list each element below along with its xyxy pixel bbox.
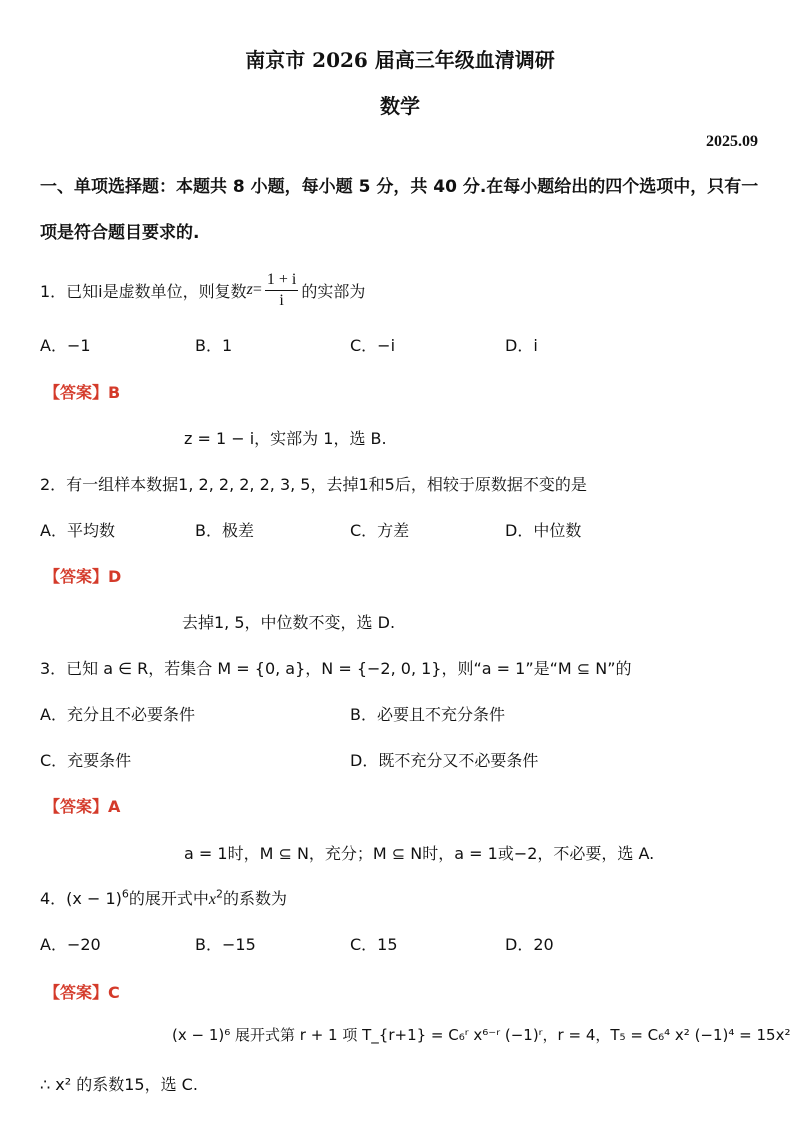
question-4-stem-post: 的系数为 <box>223 889 288 908</box>
question-4-stem-exp: 6 <box>121 887 129 901</box>
question-4-stem-pre: 4．(x − 1) <box>40 889 122 908</box>
question-4-option-a: A．−20 <box>40 935 101 954</box>
question-3-answer-label: 【答案】A <box>44 797 121 816</box>
section-heading-line2: 项是符合题目要求的. <box>40 223 200 243</box>
question-4-option-b: B．−15 <box>195 935 256 954</box>
question-2-answer-label: 【答案】D <box>44 567 122 586</box>
question-1-fraction <box>265 270 298 311</box>
question-2-option-c: C．方差 <box>350 521 410 540</box>
question-4-var: x <box>208 891 217 908</box>
question-4-option-c: C．15 <box>350 935 398 954</box>
question-4-stem-mid: 的展开式中 <box>128 889 209 908</box>
question-1-answer-label: 【答案】B <box>44 383 121 402</box>
question-4-answer-label: 【答案】C <box>44 983 120 1002</box>
question-4-stem <box>40 886 287 909</box>
question-4-var-exp: 2 <box>216 887 224 901</box>
question-1-solution: z = 1 − i，实部为 1，选 B. <box>184 429 387 448</box>
question-1-option-a: A．−1 <box>40 336 91 355</box>
subject-title: 数学 <box>380 94 420 118</box>
question-1-stem <box>40 263 365 317</box>
question-3-solution: a = 1时，M ⊆ N，充分；M ⊆ N时，a = 1或−2，不必要，选 A. <box>184 844 655 863</box>
document-title: 南京市 2026 届高三年级血清调研 <box>245 48 555 72</box>
question-1-option-c: C．−i <box>350 336 396 355</box>
section-heading-line1: 一、单项选择题：本题共 8 小题，每小题 5 分，共 40 分.在每小题给出的四个选项中，只有一 <box>40 177 759 197</box>
question-4-solution-line2: ∴ x² 的系数15，选 C. <box>40 1075 198 1094</box>
question-1-option-d: D．i <box>505 336 538 355</box>
exam-date: 2025.09 <box>706 133 758 150</box>
question-1-var: z <box>246 281 253 298</box>
question-1-frac-num: 1 + i <box>265 270 298 291</box>
question-2-option-a: A．平均数 <box>40 521 115 540</box>
question-3-stem: 3．已知 a ∈ R，若集合 M = {0, a}，N = {−2, 0, 1}，则“a = 1”是“M ⊆ N”的 <box>40 659 632 678</box>
question-2-solution: 去掉1, 5，中位数不变，选 D. <box>182 613 396 632</box>
question-3-option-b: B．必要且不充分条件 <box>350 705 505 724</box>
question-4-option-d: D．20 <box>505 935 554 954</box>
question-2-option-d: D．中位数 <box>505 521 582 540</box>
question-2-stem: 2．有一组样本数据1, 2, 2, 2, 2, 3, 5，去掉1和5后，相较于原数据不变的是 <box>40 475 587 494</box>
question-1-stem-post: 的实部为 <box>301 281 366 301</box>
question-2-option-b: B．极差 <box>195 521 254 540</box>
question-1-frac-den: i <box>279 291 284 309</box>
question-3-option-c: C．充要条件 <box>40 751 132 770</box>
question-1-option-b: B．1 <box>195 336 233 355</box>
question-4-solution-line1: (x − 1)⁶ 展开式第 r + 1 项 T_{r+1} = C₆ʳ x⁶⁻ʳ (−1)ʳ，r = 4，T₅ = C₆⁴ x² (−1)⁴ = 15x² <box>172 1026 791 1044</box>
question-1-stem-pre: 1．已知i是虚数单位，则复数 <box>40 281 247 301</box>
question-1-eq: = <box>252 281 262 298</box>
question-3-option-d: D．既不充分又不必要条件 <box>350 751 539 770</box>
question-3-option-a: A．充分且不必要条件 <box>40 705 195 724</box>
